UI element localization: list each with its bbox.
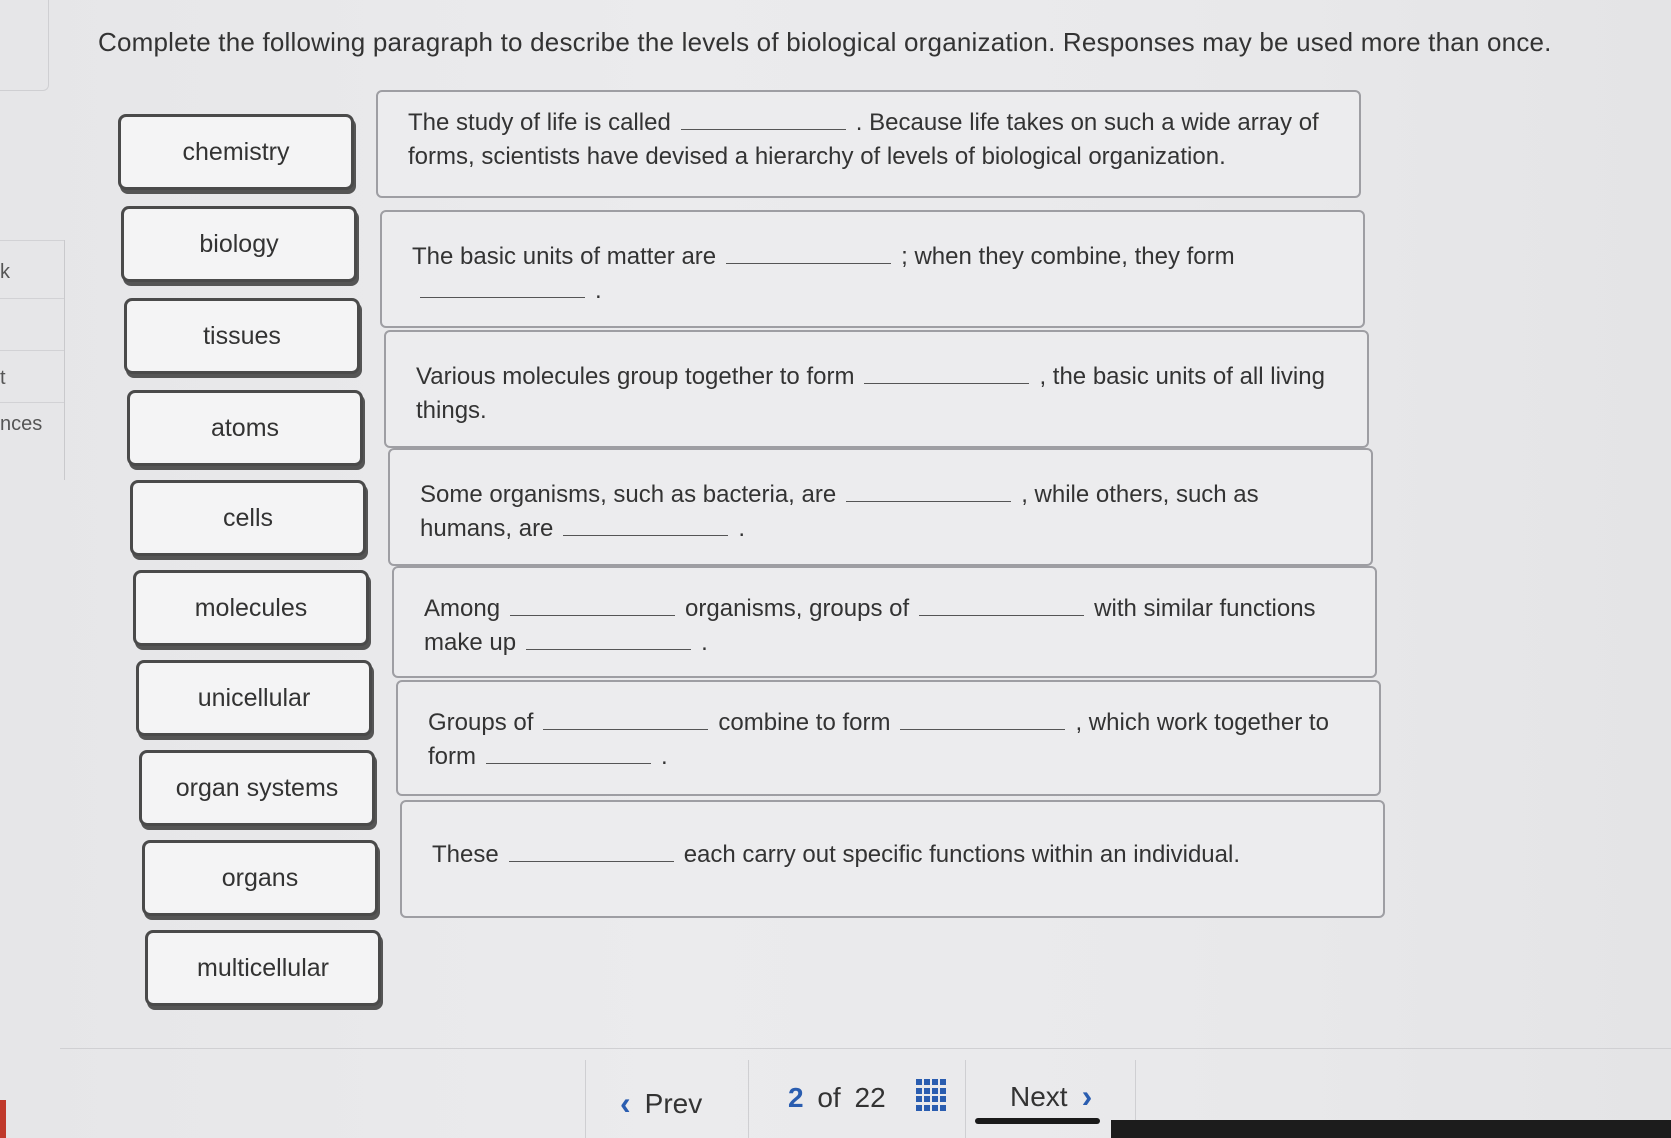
question-text: Various molecules group together to form: [416, 363, 855, 390]
question-text: , the basic units of all living things.: [416, 363, 1325, 424]
grid-icon[interactable]: [916, 1079, 948, 1111]
chip-cells[interactable]: cells: [130, 480, 366, 556]
next-underline: [975, 1118, 1100, 1124]
question-text: each carry out specific functions within an individual.: [683, 841, 1240, 868]
question-text: with similar functions make up: [424, 595, 1316, 656]
answer-drop-target[interactable]: [681, 113, 846, 130]
question-box-2: [380, 210, 1365, 328]
answer-drop-target[interactable]: [543, 713, 708, 730]
question-text: .: [661, 743, 668, 770]
current-page: 2: [788, 1082, 804, 1113]
question-box-4: [388, 448, 1373, 566]
chip-organ-systems[interactable]: organ systems: [139, 750, 375, 826]
sidebar-item[interactable]: [0, 298, 64, 351]
sidebar-item-label: k: [0, 261, 10, 283]
question-text: ; when they combine, they form: [901, 243, 1235, 270]
question-text: .: [595, 277, 602, 304]
question-text: Some organisms, such as bacteria, are: [420, 481, 837, 508]
prev-button[interactable]: [620, 1085, 702, 1122]
question-text: , which work together to form: [428, 709, 1329, 770]
chip-biology[interactable]: biology: [121, 206, 357, 282]
question-text: The study of life is called: [408, 109, 671, 136]
answer-drop-target[interactable]: [864, 367, 1029, 384]
question-box-5: [392, 566, 1377, 678]
of-label: of: [817, 1082, 841, 1113]
question-text: , while others, such as humans, are: [420, 481, 1259, 542]
chip-unicellular[interactable]: unicellular: [136, 660, 372, 736]
next-button[interactable]: [1010, 1078, 1092, 1115]
question-box-6: [396, 680, 1381, 796]
chip-molecules[interactable]: molecules: [133, 570, 369, 646]
footer-separator: [965, 1060, 966, 1138]
red-edge-marker: [0, 1100, 6, 1138]
left-sidebar: [0, 240, 65, 480]
screen-bezel: [1111, 1120, 1671, 1138]
answer-drop-target[interactable]: [420, 281, 585, 298]
question-box-3: [384, 330, 1369, 448]
answer-drop-target[interactable]: [486, 747, 651, 764]
question-text: .: [701, 629, 708, 656]
next-label: Next: [1010, 1080, 1068, 1112]
question-box-1: [376, 90, 1361, 198]
footer-separator: [748, 1060, 749, 1138]
prev-label: Prev: [644, 1087, 703, 1119]
question-text: . Because life takes on such a wide array of forms, scientists have devised a hierarchy of levels of biological organization.: [408, 109, 1319, 170]
question-text: organisms, groups of: [685, 595, 910, 622]
answer-drop-target[interactable]: [919, 599, 1084, 616]
footer-separator: [585, 1060, 586, 1138]
answer-drop-target[interactable]: [900, 713, 1065, 730]
sidebar-top-panel: [0, 0, 49, 91]
question-text: Among: [424, 595, 501, 622]
sidebar-item-label: t: [0, 367, 6, 389]
question-text: These: [432, 841, 499, 868]
answer-drop-target[interactable]: [726, 247, 891, 264]
sidebar-item-label: nces: [0, 413, 43, 435]
footer-divider: [60, 1048, 1671, 1049]
total-pages: 22: [854, 1082, 886, 1113]
chip-chemistry[interactable]: chemistry: [118, 114, 354, 190]
question-text: The basic units of matter are: [412, 243, 717, 270]
question-text: combine to form: [718, 709, 891, 736]
chip-organs[interactable]: organs: [142, 840, 378, 916]
question-box-7: [400, 800, 1385, 918]
answer-drop-target[interactable]: [846, 485, 1011, 502]
sidebar-item[interactable]: [0, 402, 64, 455]
answer-drop-target[interactable]: [526, 633, 691, 650]
chevron-right-icon: ›: [1081, 1078, 1093, 1114]
sidebar-item[interactable]: [0, 240, 64, 299]
chip-multicellular[interactable]: multicellular: [145, 930, 381, 1006]
question-text: .: [738, 515, 746, 542]
answer-drop-target[interactable]: [563, 519, 728, 536]
answer-drop-target[interactable]: [509, 845, 674, 862]
answer-drop-target[interactable]: [510, 599, 675, 616]
question-text: Groups of: [428, 709, 534, 736]
chip-tissues[interactable]: tissues: [124, 298, 360, 374]
instructions-text: Complete the following paragraph to describe the levels of biological organization. Responses may be used more than once.: [98, 27, 1552, 57]
sidebar-item[interactable]: [0, 350, 64, 403]
chip-atoms[interactable]: atoms: [127, 390, 363, 466]
chevron-left-icon: ‹: [620, 1085, 631, 1121]
page-indicator: [788, 1082, 886, 1114]
